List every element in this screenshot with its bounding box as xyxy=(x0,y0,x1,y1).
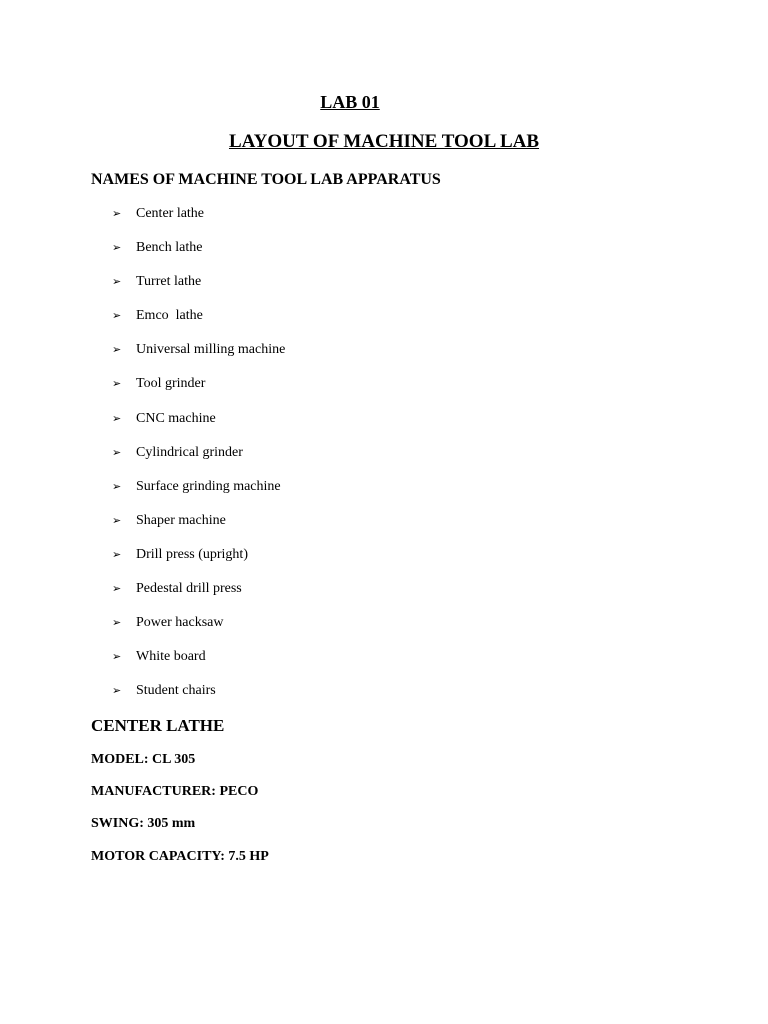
list-item xyxy=(112,682,285,716)
arrowhead-bullet-icon: ➢ xyxy=(112,241,122,255)
list-item-label: Student chairs xyxy=(136,683,216,699)
list-item-label: Drill press (upright) xyxy=(136,546,248,562)
arrowhead-bullet-icon: ➢ xyxy=(112,616,122,630)
swing-spec: SWING: 305 mm xyxy=(91,816,196,831)
center-lathe-heading: CENTER LATHE xyxy=(91,716,225,735)
list-item xyxy=(112,648,285,682)
arrowhead-bullet-icon: ➢ xyxy=(112,309,122,323)
arrowhead-bullet-icon: ➢ xyxy=(112,445,122,459)
list-item xyxy=(112,614,285,648)
arrowhead-bullet-icon: ➢ xyxy=(112,650,122,664)
list-item-label: Surface grinding machine xyxy=(136,478,281,494)
arrowhead-bullet-icon: ➢ xyxy=(112,207,122,220)
list-item-label: White board xyxy=(136,649,206,665)
arrowhead-bullet-icon: ➢ xyxy=(112,582,122,596)
list-item-label: Emco lathe xyxy=(136,308,203,324)
arrowhead-bullet-icon: ➢ xyxy=(112,275,122,289)
list-item xyxy=(112,239,285,273)
manufacturer-spec: MANUFACTURER: PECO xyxy=(91,784,259,799)
motor-capacity-spec: MOTOR CAPACITY: 7.5 HP xyxy=(91,849,269,864)
list-item xyxy=(112,444,285,478)
list-item xyxy=(112,478,285,512)
list-item-label: Power hacksaw xyxy=(136,615,224,631)
list-item xyxy=(112,341,285,375)
list-item-label: Cylindrical grinder xyxy=(136,444,243,460)
arrowhead-bullet-icon: ➢ xyxy=(112,684,122,698)
list-item-label: Center lathe xyxy=(136,206,205,221)
document-title: LAYOUT OF MACHINE TOOL LAB xyxy=(228,131,540,152)
list-item xyxy=(112,580,285,614)
model-spec: MODEL: CL 305 xyxy=(91,752,196,767)
arrowhead-bullet-icon: ➢ xyxy=(112,377,122,391)
list-item xyxy=(112,307,285,341)
list-item xyxy=(112,410,285,444)
list-item xyxy=(112,205,285,239)
list-item-label: Bench lathe xyxy=(136,240,203,256)
list-item-label: Tool grinder xyxy=(136,376,206,392)
list-item-label: Pedestal drill press xyxy=(136,581,242,597)
list-item-label: Universal milling machine xyxy=(136,342,286,358)
arrowhead-bullet-icon: ➢ xyxy=(112,411,122,425)
apparatus-list xyxy=(112,205,285,716)
list-item-label: Turret lathe xyxy=(136,274,202,290)
arrowhead-bullet-icon: ➢ xyxy=(112,343,122,357)
arrowhead-bullet-icon: ➢ xyxy=(112,513,122,527)
list-item xyxy=(112,273,285,307)
list-item xyxy=(112,375,285,409)
list-item xyxy=(112,512,285,546)
arrowhead-bullet-icon: ➢ xyxy=(112,479,122,493)
arrowhead-bullet-icon: ➢ xyxy=(112,547,122,561)
list-item-label: CNC machine xyxy=(136,410,216,426)
lab-number: LAB 01 xyxy=(320,92,380,112)
list-item xyxy=(112,546,285,580)
apparatus-heading: NAMES OF MACHINE TOOL LAB APPARATUS xyxy=(91,171,441,188)
list-item-label: Shaper machine xyxy=(136,512,226,528)
